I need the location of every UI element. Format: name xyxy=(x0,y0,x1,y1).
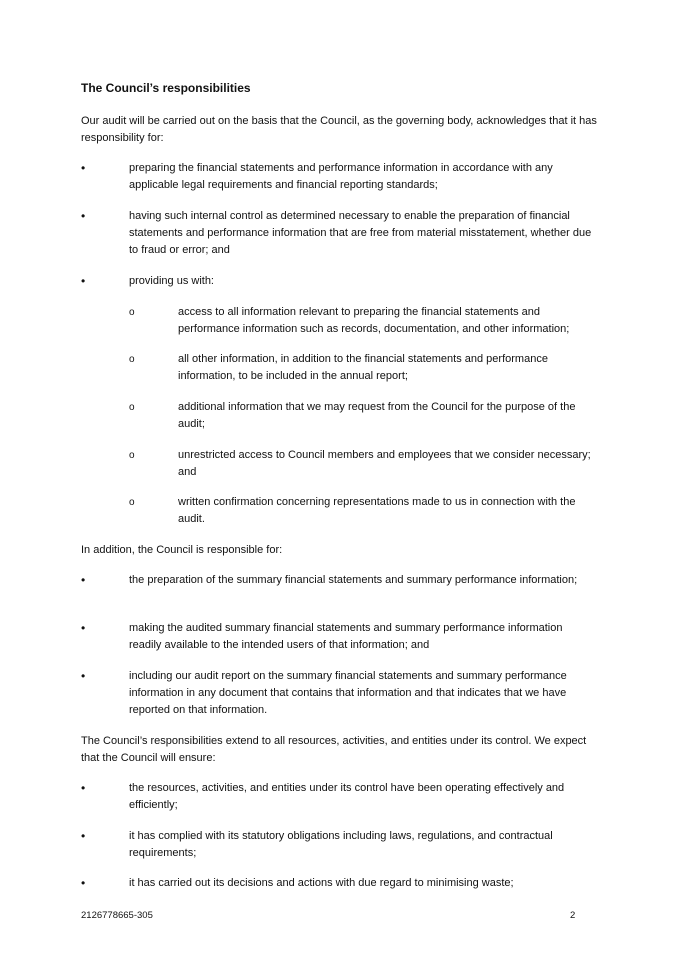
list-item-text: the resources, activities, and entities under its control have been operating effectively and efficiently; xyxy=(129,782,565,811)
bullet-icon: • xyxy=(81,161,86,175)
list-item-text: making the audited summary financial statements and summary performance information readily available to the intended users of that information; and xyxy=(129,622,563,651)
section-heading: The Council’s responsibilities xyxy=(81,81,251,95)
footer-document-id: 2126778665-305 xyxy=(81,910,153,921)
list-item-text: providing us with: xyxy=(129,275,214,287)
bullet-icon: • xyxy=(81,209,86,223)
bullet-icon: • xyxy=(81,669,86,683)
sub-list-item-text: written confirmation concerning representations made to us in connection with the audit. xyxy=(178,496,576,525)
hollow-bullet-icon: o xyxy=(129,307,135,318)
list-item-text: preparing the financial statements and performance information in accordance with any applicable legal requirements and financial reporting standards; xyxy=(129,162,553,191)
hollow-bullet-icon: o xyxy=(129,450,135,461)
footer-page-number: 2 xyxy=(570,910,576,921)
list-item-text: it has carried out its decisions and actions with due regard to minimising waste; xyxy=(129,877,514,889)
bullet-icon: • xyxy=(81,781,86,795)
bullet-icon: • xyxy=(81,621,86,635)
sub-list-item-text: unrestricted access to Council members and employees that we consider necessary; and xyxy=(178,449,591,478)
list-item-text: the preparation of the summary financial statements and summary performance information; xyxy=(129,574,578,586)
bullet-icon: • xyxy=(81,573,86,587)
sub-list-item-text: additional information that we may request from the Council for the purpose of the audit; xyxy=(178,401,576,430)
sub-list-item-text: all other information, in addition to the financial statements and performance information, to be included in the annual report; xyxy=(178,353,548,382)
list-item-text: having such internal control as determined necessary to enable the preparation of financial statements and performance information that are free from material misstatement, whether due to fraud or error; and xyxy=(129,210,592,256)
list-item-text: including our audit report on the summary financial statements and summary performance information in any document that contains that information and that indicates that we have reported on that information. xyxy=(129,670,567,716)
bullet-icon: • xyxy=(81,876,86,890)
bullet-icon: • xyxy=(81,829,86,843)
bullet-icon: • xyxy=(81,274,86,288)
hollow-bullet-icon: o xyxy=(129,354,135,365)
sub-list-item-text: access to all information relevant to preparing the financial statements and performance information such as records, documentation, and other information; xyxy=(178,306,570,335)
hollow-bullet-icon: o xyxy=(129,497,135,508)
hollow-bullet-icon: o xyxy=(129,402,135,413)
extend-paragraph: The Council’s responsibilities extend to all resources, activities, and entities under its control. We expect that the Council will ensure: xyxy=(81,735,587,764)
list-item-text: it has complied with its statutory obligations including laws, regulations, and contractual requirements; xyxy=(129,830,553,859)
addition-paragraph: In addition, the Council is responsible for: xyxy=(81,544,283,556)
intro-paragraph: Our audit will be carried out on the basis that the Council, as the governing body, acknowledges that it has responsibility for: xyxy=(81,115,597,144)
